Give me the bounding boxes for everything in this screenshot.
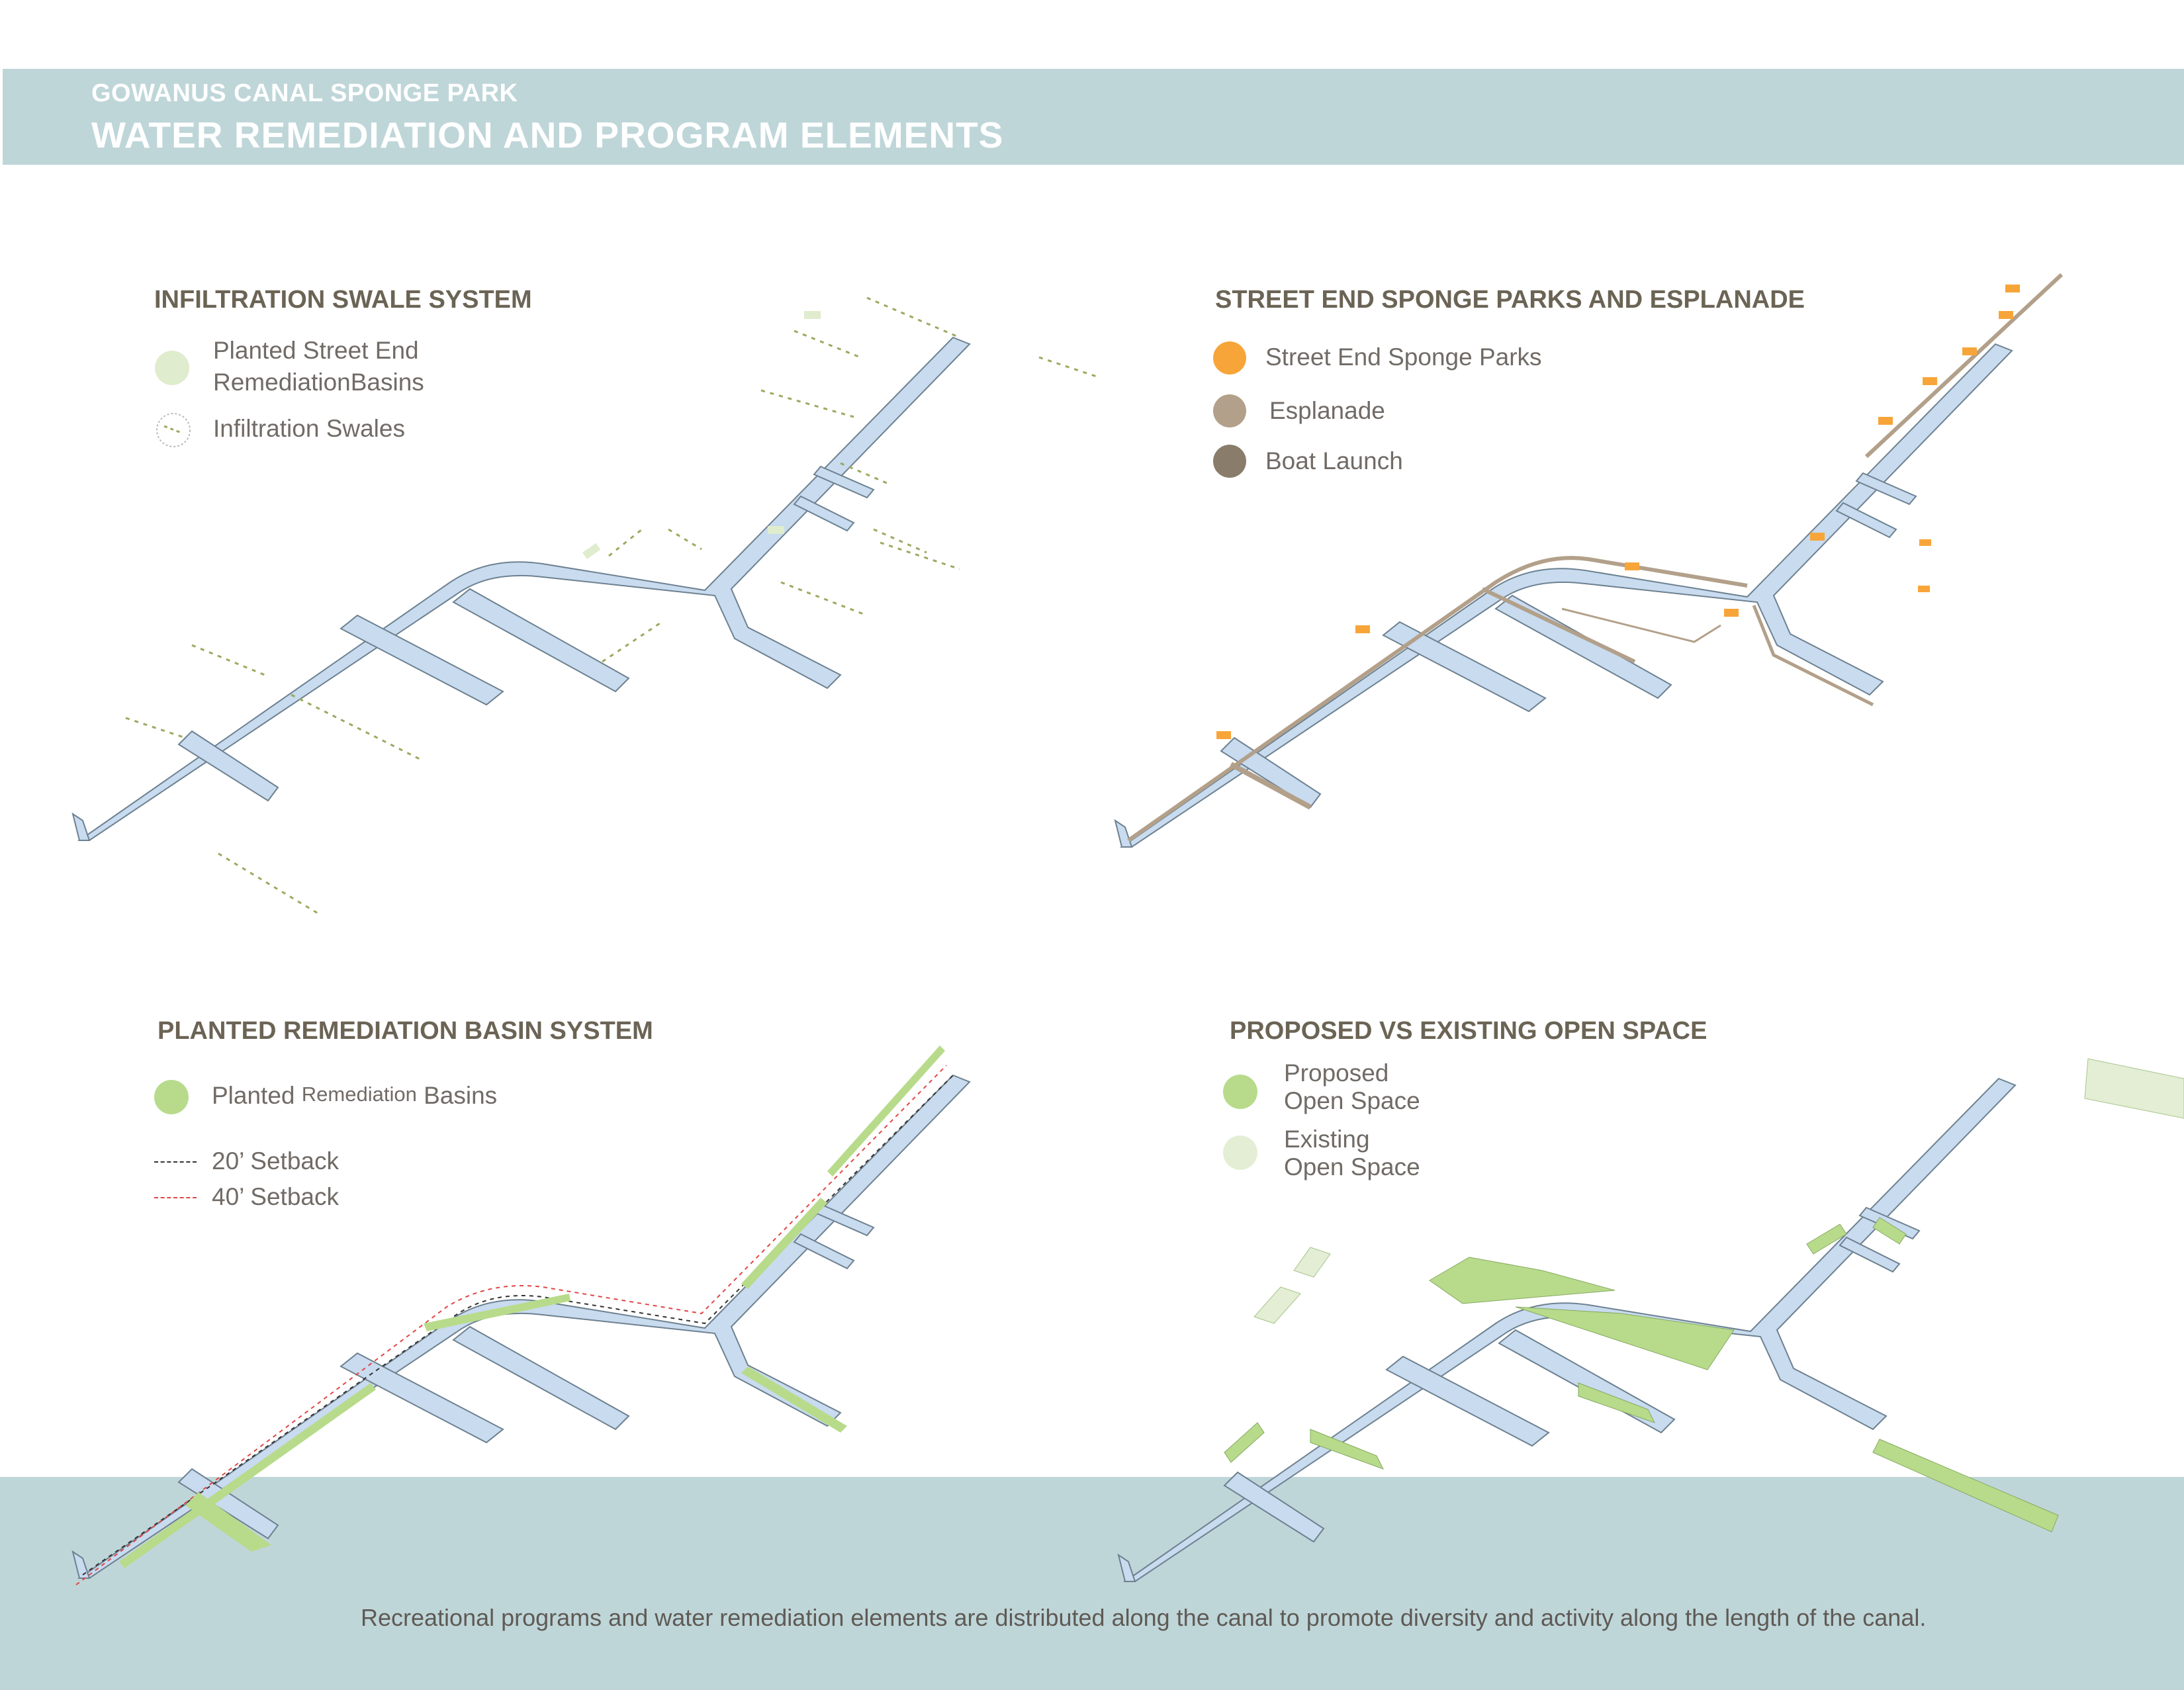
open-space-diagram bbox=[1118, 1059, 2184, 1581]
basin-panel-title: PLANTED REMEDIATION BASIN SYSTEM bbox=[158, 1017, 653, 1045]
boat-launch-label: Boat Launch bbox=[1265, 447, 1403, 474]
setback-40-label: 40’ Setback bbox=[212, 1183, 339, 1210]
planted-street-end-label-line2: RemediationBasins bbox=[213, 369, 424, 396]
esplanade-swatch bbox=[1213, 394, 1246, 427]
boat-launch-swatch bbox=[1213, 445, 1246, 478]
esplanade-panel-title: STREET END SPONGE PARKS AND ESPLANADE bbox=[1215, 286, 1805, 314]
header-title: WATER REMEDIATION AND PROGRAM ELEMENTS bbox=[91, 114, 1004, 156]
setback-40-swatch bbox=[154, 1197, 197, 1198]
existing-label-line2: Open Space bbox=[1284, 1153, 1420, 1180]
infiltration-swale-icon bbox=[155, 412, 192, 449]
openspace-panel-title: PROPOSED VS EXISTING OPEN SPACE bbox=[1230, 1017, 1707, 1045]
swale-panel-title: INFILTRATION SWALE SYSTEM bbox=[154, 286, 532, 314]
header-subtitle: GOWANUS CANAL SPONGE PARK bbox=[91, 79, 518, 107]
setback-20-label: 20’ Setback bbox=[212, 1147, 339, 1175]
proposed-label-line2: Open Space bbox=[1284, 1087, 1420, 1114]
planted-basins-label-c: Basins bbox=[424, 1082, 498, 1109]
remediation-basin-diagram bbox=[73, 1045, 970, 1585]
existing-open-space-swatch bbox=[1223, 1135, 1257, 1170]
planted-basins-swatch bbox=[154, 1080, 189, 1114]
infiltration-swales-label: Infiltration Swales bbox=[213, 415, 405, 442]
proposed-open-space-swatch bbox=[1223, 1075, 1257, 1109]
esplanade-diagram bbox=[1115, 275, 2062, 847]
planted-basins-label-a: Planted bbox=[212, 1082, 295, 1109]
sponge-parks-swatch bbox=[1213, 341, 1246, 375]
planted-street-end-label-line1: Planted Street End bbox=[213, 337, 419, 364]
sponge-parks-label: Street End Sponge Parks bbox=[1265, 343, 1542, 371]
planted-basins-label-b: Remediation bbox=[301, 1083, 417, 1106]
esplanade-label: Esplanade bbox=[1269, 397, 1385, 424]
planted-basins-label bbox=[212, 1081, 497, 1111]
existing-label-line1: Existing bbox=[1284, 1126, 1370, 1153]
planted-street-end-swatch bbox=[155, 351, 189, 385]
footer-caption: Recreational programs and water remediation elements are distributed along the canal to promote diversity and activity along the length of the canal. bbox=[361, 1604, 1927, 1631]
proposed-label-line1: Proposed bbox=[1284, 1059, 1389, 1087]
setback-20-swatch bbox=[154, 1161, 197, 1163]
